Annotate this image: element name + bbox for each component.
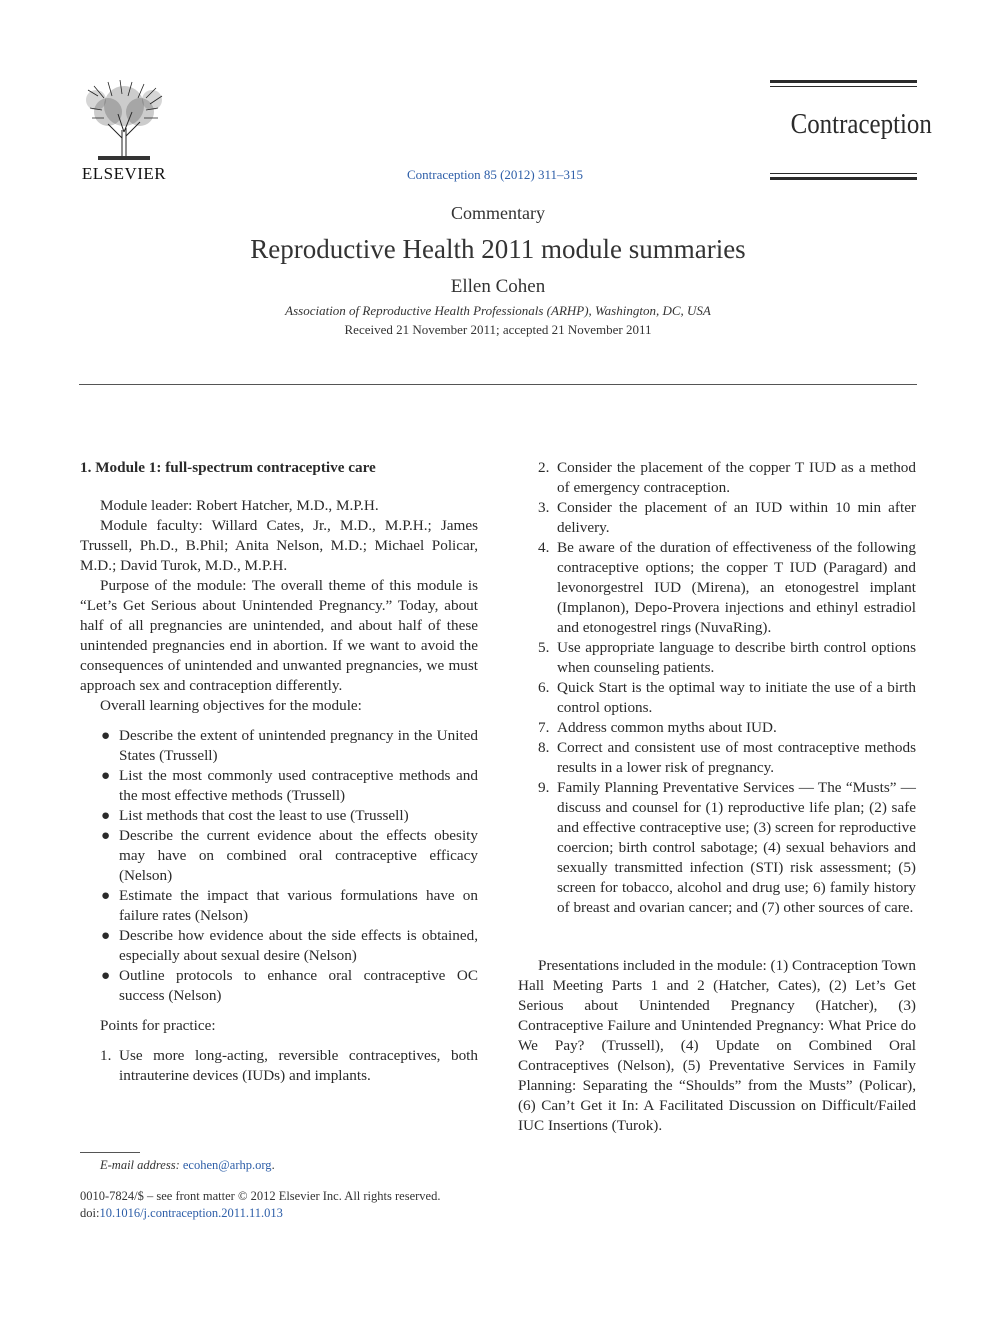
list-item: 7. Address common myths about IUD. bbox=[538, 719, 777, 736]
footnote-rule bbox=[80, 1152, 140, 1153]
bullet-icon: ● bbox=[101, 727, 111, 744]
bullet-icon: ● bbox=[101, 807, 111, 824]
masthead-rule-top bbox=[770, 80, 917, 87]
article-type: Commentary bbox=[451, 203, 545, 223]
section-heading: 1. Module 1: full-spectrum contraceptive care bbox=[80, 459, 376, 476]
right-column bbox=[518, 458, 916, 1136]
received-dates: Received 21 November 2011; accepted 21 November 2011 bbox=[344, 322, 652, 337]
objectives-list bbox=[80, 726, 478, 1006]
elsevier-tree-logo bbox=[78, 78, 170, 162]
email-link[interactable]: ecohen@arhp.org bbox=[182, 1158, 272, 1172]
list-item: 8. Correct and consistent use of most contraceptive methods results in a lower risk of pregnancy. bbox=[538, 739, 916, 776]
module-purpose: Purpose of the module: The overall theme of this module is “Let’s Get Serious about Unintended Pregnancy.” Today, about half of all pregnancies are unintended, and about half of these unintended pregnancies end in abortion. If we want to avoid the consequences of unintended and unwanted pregnancies, we must approach sex and contraception differently. bbox=[80, 577, 478, 694]
points-list-continued bbox=[518, 458, 916, 918]
article-title: Reproductive Health 2011 module summaries bbox=[250, 234, 746, 264]
elsevier-logo bbox=[78, 78, 170, 183]
legal-notice bbox=[80, 1188, 440, 1222]
list-item: ● Describe the extent of unintended pregnancy in the United States (Trussell) bbox=[101, 727, 478, 764]
list-item: ● Outline protocols to enhance oral contraceptive OC success (Nelson) bbox=[101, 967, 478, 1004]
left-column bbox=[80, 458, 478, 1086]
email-footnote: E-mail address: ecohen@arhp.org. bbox=[100, 1158, 275, 1172]
objectives-intro: Overall learning objectives for the module: bbox=[100, 697, 362, 714]
email-label: E-mail address: bbox=[100, 1158, 180, 1172]
list-item: 1. Use more long-acting, reversible contraceptives, both intrauterine devices (IUDs) and implants. bbox=[100, 1047, 478, 1084]
author-name: Ellen Cohen bbox=[450, 276, 546, 297]
presentations-paragraph: Presentations included in the module: (1) Contraception Town Hall Meeting Parts 1 and 2 (Hatcher, Cates), (2) Let’s Get Serious about Unintended Pregnancy (Hatcher), (3) Contraceptive Failure and Unintended Pregnancy: What Price do We Pay? (Trussell), (4) Update on Combined Oral Contraceptives (Nelson), (5) Preventative Services in Family Planning: Separating the “Shoulds” from the Musts” (Policar), (6) Can’t Get it In: A Facilitated Discussion on Difficult/Failed IUC Insertions (Turok). bbox=[518, 957, 916, 1134]
list-item: ● Estimate the impact that various formulations have on failure rates (Nelson) bbox=[101, 887, 478, 924]
doi-link[interactable]: 10.1016/j.contraception.2011.11.013 bbox=[99, 1206, 283, 1220]
list-item: 9. Family Planning Preventative Services — The “Musts” — discuss and counsel for (1) reproductive life plan; (2) safe and effective contraceptive use; (3) screen for reproductive coercion; birth control sabotage; (4) sexual behaviors and sexually transmitted infection (STI) risk assessment; (5) screen for tobacco, alcohol and drug use; 6) family history of breast and ovarian cancer; and (7) other sources of care. bbox=[538, 779, 916, 916]
issn-line: 0010-7824/$ – see front matter © 2012 Elsevier Inc. All rights reserved. bbox=[80, 1189, 441, 1203]
author-affiliation: Association of Reproductive Health Professionals (ARHP), Washington, DC, USA bbox=[285, 303, 711, 318]
doi-line: doi:10.1016/j.contraception.2011.11.013 bbox=[80, 1206, 283, 1220]
list-item: ● List methods that cost the least to use (Trussell) bbox=[101, 807, 409, 824]
module-leader: Module leader: Robert Hatcher, M.D., M.P.H. bbox=[100, 497, 379, 514]
masthead-rule-bottom bbox=[770, 173, 917, 183]
list-item: 2. Consider the placement of the copper T IUD as a method of emergency contraception. bbox=[538, 459, 916, 496]
list-item: 3. Consider the placement of an IUD within 10 min after delivery. bbox=[538, 499, 916, 536]
list-item: 5. Use appropriate language to describe birth control options when counseling patients. bbox=[538, 639, 916, 676]
list-item: 4. Be aware of the duration of effectiveness of the following contraceptive options; the copper T IUD (Paragard) and levonorgestrel IUD (Mirena), an etonogestrel implant (Implanon), Depo-Provera injections and ethinyl estradiol and etonogestrel rings (NuvaRing). bbox=[538, 539, 916, 636]
list-item: 6. Quick Start is the optimal way to initiate the use of a birth control options. bbox=[538, 679, 916, 716]
bullet-icon: ● bbox=[101, 927, 111, 944]
journal-title: Contraception bbox=[790, 108, 932, 140]
bullet-icon: ● bbox=[101, 827, 111, 844]
bullet-icon: ● bbox=[101, 887, 111, 904]
points-list-start bbox=[80, 1046, 478, 1086]
publisher-name: ELSEVIER bbox=[81, 164, 167, 183]
module-faculty: Module faculty: Willard Cates, Jr., M.D., M.P.H.; James Trussell, Ph.D., B.Phil; Anita Nelson, M.D.; Michael Policar, M.D.; David Turok, M.D., M.P.H. bbox=[80, 517, 478, 574]
bullet-icon: ● bbox=[101, 767, 111, 784]
list-item: ● List the most commonly used contraceptive methods and the most effective methods (Trussell) bbox=[101, 767, 478, 804]
header-divider bbox=[79, 384, 917, 385]
list-item: ● Describe how evidence about the side effects is obtained, especially about sexual desire (Nelson) bbox=[101, 927, 478, 964]
bullet-icon: ● bbox=[101, 967, 111, 984]
journal-citation[interactable]: Contraception 85 (2012) 311–315 bbox=[406, 167, 584, 182]
list-item: ● Describe the current evidence about the effects obesity may have on combined oral contraceptive efficacy (Nelson) bbox=[101, 827, 478, 884]
points-intro: Points for practice: bbox=[100, 1017, 216, 1034]
